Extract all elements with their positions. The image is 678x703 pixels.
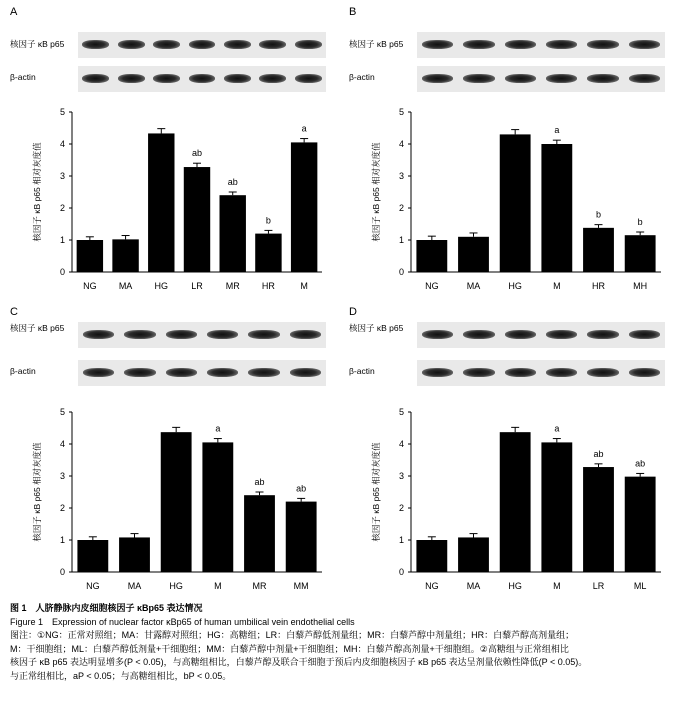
significance-label: a (554, 125, 560, 136)
bar (161, 432, 192, 572)
bar (458, 537, 489, 572)
blot-band-target (546, 330, 577, 339)
blot-band-control (248, 368, 279, 377)
blot-band-control (587, 368, 618, 377)
blot-lane-target (78, 32, 326, 58)
blot-band-target (546, 40, 577, 49)
bar (416, 540, 447, 572)
x-tick-label: M (553, 281, 561, 291)
y-tick-label: 1 (398, 235, 404, 245)
bar (286, 502, 317, 572)
blot-band-target (259, 40, 286, 49)
x-tick-label: HR (592, 281, 605, 291)
blot-band-control (224, 74, 251, 83)
bar (583, 467, 614, 572)
significance-label: ab (227, 177, 238, 187)
y-tick-label: 1 (398, 535, 404, 545)
blot-band-control (587, 74, 618, 83)
x-tick-label: M (214, 581, 222, 591)
bar (184, 167, 210, 272)
blot-label-control: β-actin (349, 366, 375, 376)
y-tick-label: 2 (398, 503, 404, 513)
blot-band-target (189, 40, 216, 49)
significance-label: a (554, 423, 560, 434)
significance-label: ab (191, 148, 203, 159)
caption-line: 与正常组相比，aP < 0.05；与高糖组相比，bP < 0.05。 (10, 670, 232, 681)
blot-lane-target (78, 322, 326, 348)
caption-line: 图注：①NG：正常对照组；MA：甘露醇对照组；HG：高糖组；LR：白藜芦醇低剂量组；MR：白藜芦醇中剂量组；HR：白藜芦醇高剂量组； (10, 630, 575, 641)
blot-band-target (463, 40, 494, 49)
bar-chart (0, 100, 339, 300)
significance-label: b (265, 215, 271, 226)
x-tick-label: ML (633, 581, 647, 591)
blot-band-target (505, 40, 536, 49)
bar (148, 133, 174, 272)
panel-label: A (10, 6, 18, 18)
bar (202, 442, 233, 572)
y-tick-label: 3 (398, 471, 404, 481)
significance-label: ab (254, 477, 265, 487)
blot-band-target (166, 330, 197, 339)
figure-caption (10, 602, 674, 684)
blot-lane-control (417, 360, 665, 386)
y-tick-label: 5 (59, 107, 65, 117)
blot-label-control: β-actin (10, 366, 36, 376)
blot-lane-control (417, 66, 665, 92)
blot-band-control (295, 74, 322, 83)
y-tick-label: 3 (59, 171, 65, 181)
y-tick-label: 0 (398, 267, 404, 277)
blot-lane-control (78, 66, 326, 92)
y-tick-label: 0 (59, 567, 65, 577)
bar-chart (0, 400, 339, 600)
blot-band-target (587, 330, 618, 339)
y-tick-label: 4 (59, 139, 65, 149)
y-tick-label: 4 (398, 439, 404, 449)
blot-label-target: 核因子 κB p65 (10, 39, 65, 49)
blot-band-target (118, 40, 145, 49)
y-tick-label: 3 (59, 471, 65, 481)
blot-band-target (505, 330, 536, 339)
y-tick-label: 5 (59, 407, 65, 417)
significance-label: ab (593, 448, 604, 459)
significance-label: b (595, 209, 602, 220)
x-tick-label: LR (191, 281, 203, 291)
blot-label-target: 核因子 κB p65 (349, 39, 404, 49)
x-tick-label: NG (86, 581, 100, 591)
y-tick-label: 4 (59, 439, 65, 449)
blot-band-control (546, 74, 577, 83)
bar (291, 142, 317, 272)
x-tick-label: HG (169, 581, 183, 591)
blot-band-control (546, 368, 577, 377)
blot-label-control: β-actin (10, 72, 36, 82)
blot-band-control (189, 74, 216, 83)
panel-label: D (349, 306, 357, 318)
significance-label: a (301, 123, 307, 134)
western-blot (349, 314, 669, 402)
blot-band-control (629, 368, 660, 377)
blot-band-control (422, 368, 453, 377)
blot-band-target (587, 40, 618, 49)
blot-label-control: β-actin (349, 72, 375, 82)
blot-label-target: 核因子 κB p65 (349, 323, 404, 333)
blot-band-target (153, 40, 180, 49)
blot-band-control (505, 74, 536, 83)
y-tick-label: 3 (398, 171, 404, 181)
western-blot (10, 22, 330, 110)
blot-band-control (124, 368, 155, 377)
x-tick-label: HG (508, 581, 522, 591)
x-tick-label: MM (293, 581, 309, 591)
blot-band-target (290, 330, 321, 339)
blot-band-control (82, 74, 109, 83)
blot-band-control (118, 74, 145, 83)
bar-chart (339, 400, 678, 600)
blot-band-control (207, 368, 238, 377)
bar (112, 239, 138, 272)
blot-band-control (83, 368, 114, 377)
y-tick-label: 0 (59, 267, 65, 277)
bar (255, 234, 281, 272)
bar-chart (339, 100, 678, 300)
x-tick-label: MR (225, 281, 240, 291)
blot-band-target (422, 330, 453, 339)
x-tick-label: MA (466, 281, 481, 291)
x-tick-label: MH (633, 281, 648, 291)
y-tick-label: 0 (398, 567, 404, 577)
x-tick-label: MA (118, 281, 133, 291)
panel-d (339, 300, 678, 600)
x-tick-label: M (300, 281, 308, 291)
caption-line: 核因子 κB p65 表达明显增多(P < 0.05)，与高糖组相比，白藜芦醇及联合干细胞于预后内皮细胞核因子 κB p65 表达呈剂量依赖性降低(P < 0.05)。 (10, 657, 588, 668)
caption-title-en: Figure 1 Expression of nuclear factor κBp65 of human umbilical vein endothelial cells (10, 616, 355, 627)
bar (625, 235, 656, 272)
bar (220, 195, 246, 272)
panel-label: B (349, 6, 357, 18)
blot-label-target: 核因子 κB p65 (10, 323, 65, 333)
bar (541, 442, 572, 572)
blot-band-target (629, 40, 660, 49)
x-tick-label: HG (508, 281, 522, 291)
blot-band-target (295, 40, 322, 49)
blot-band-control (505, 368, 536, 377)
blot-band-target (124, 330, 155, 339)
blot-band-control (290, 368, 321, 377)
bar (244, 495, 275, 572)
y-tick-label: 4 (398, 139, 404, 149)
x-tick-label: HR (261, 281, 275, 291)
y-axis-label: 核因子 κB p65 相对灰度值 (371, 442, 381, 542)
blot-band-control (259, 74, 286, 83)
x-tick-label: NG (83, 281, 97, 291)
blot-band-control (629, 74, 660, 83)
panel-b (339, 0, 678, 300)
bar (77, 540, 108, 572)
x-tick-label: HG (154, 281, 169, 291)
panel-c (0, 300, 339, 600)
significance-label: b (637, 217, 643, 227)
x-tick-label: MR (252, 581, 267, 591)
y-axis-label: 核因子 κB p65 相对灰度值 (32, 442, 42, 542)
y-tick-label: 2 (59, 203, 65, 213)
x-tick-label: M (553, 581, 561, 591)
bar (77, 240, 103, 272)
blot-band-target (224, 40, 251, 49)
x-tick-label: NG (425, 581, 439, 591)
y-tick-label: 1 (59, 535, 65, 545)
blot-band-target (83, 330, 114, 339)
blot-band-control (422, 74, 453, 83)
blot-band-target (207, 330, 238, 339)
blot-band-target (463, 330, 494, 339)
blot-band-target (248, 330, 279, 339)
blot-lane-control (78, 360, 326, 386)
blot-lane-target (417, 32, 665, 58)
western-blot (10, 314, 330, 402)
blot-band-control (463, 74, 494, 83)
panel-label: C (10, 306, 18, 318)
panel-a (0, 0, 339, 300)
y-tick-label: 2 (59, 503, 65, 513)
x-tick-label: NG (425, 281, 439, 291)
blot-lane-target (417, 322, 665, 348)
blot-band-control (153, 74, 180, 83)
significance-label: ab (635, 458, 646, 469)
caption-line: M：干细胞组；ML：白藜芦醇低剂量+干细胞组；MM：白藜芦醇中剂量+干细胞组；MH：白藜芦醇高剂量+干细胞组。②高糖组与正常组相比 (10, 643, 569, 654)
y-tick-label: 2 (398, 203, 404, 213)
bar (416, 240, 447, 272)
y-tick-label: 1 (59, 235, 65, 245)
caption-title-cn: 图 1 人脐静脉内皮细胞核因子 κBp65 表达情况 (10, 603, 203, 613)
blot-band-control (463, 368, 494, 377)
western-blot (349, 22, 669, 110)
blot-band-target (82, 40, 109, 49)
blot-band-target (629, 330, 660, 339)
bar (500, 432, 531, 572)
bar (500, 134, 531, 272)
blot-band-target (422, 40, 453, 49)
y-axis-label: 核因子 κB p65 相对灰度值 (32, 142, 42, 242)
significance-label: a (215, 423, 221, 434)
bar (583, 228, 614, 272)
significance-label: ab (296, 483, 307, 494)
y-tick-label: 5 (398, 407, 404, 417)
bar (119, 537, 150, 572)
bar (541, 144, 572, 272)
bar (625, 477, 656, 572)
blot-band-control (166, 368, 197, 377)
bar (458, 237, 489, 272)
x-tick-label: MA (127, 581, 142, 591)
y-tick-label: 5 (398, 107, 404, 117)
y-axis-label: 核因子 κB p65 相对灰度值 (371, 142, 381, 242)
x-tick-label: MA (466, 581, 481, 591)
x-tick-label: LR (592, 581, 605, 591)
